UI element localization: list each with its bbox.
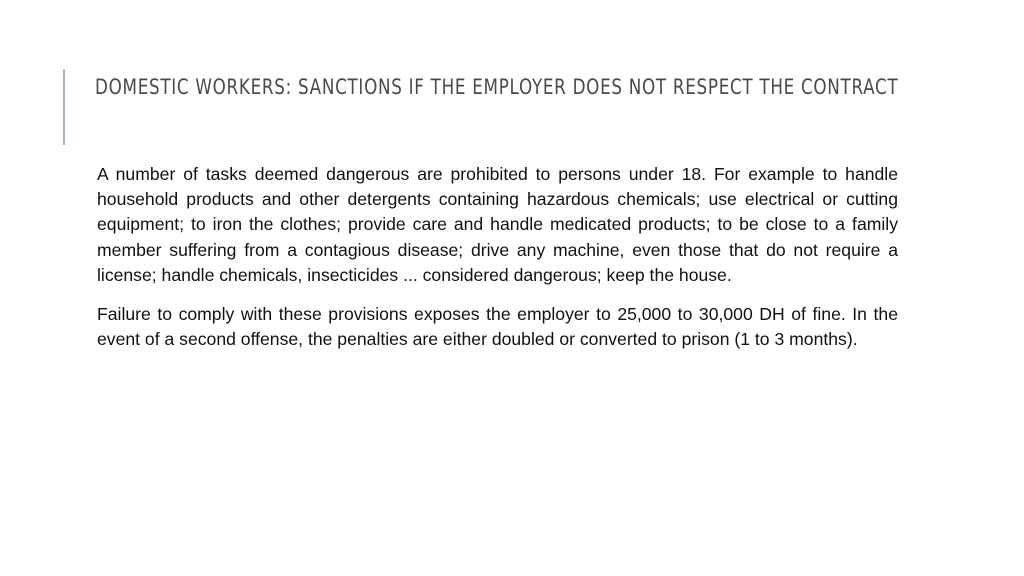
body-paragraph-2: Failure to comply with these provisions exposes the employer to 25,000 to 30,000 DH of fine. In the event of a second offense, the penalties are either doubled or converted to prison (1 to 3 months).: [97, 304, 898, 350]
slide-body: [97, 162, 898, 366]
body-paragraph-1: A number of tasks deemed dangerous are prohibited to persons under 18. For example to handle household products and other detergents containing hazardous chemicals; use electrical or cutting equipment; to iron the clothes; provide care and handle medicated products; to be close to a family member suffering from a contagious disease; drive any machine, even those that do not require a license; handle chemicals, insecticides ... considered dangerous; keep the house.: [97, 164, 898, 285]
slide-title: DOMESTIC WORKERS: SANCTIONS IF THE EMPLOYER DOES NOT RESPECT THE CONTRACT: [95, 75, 899, 100]
title-accent-bar: [63, 69, 65, 145]
